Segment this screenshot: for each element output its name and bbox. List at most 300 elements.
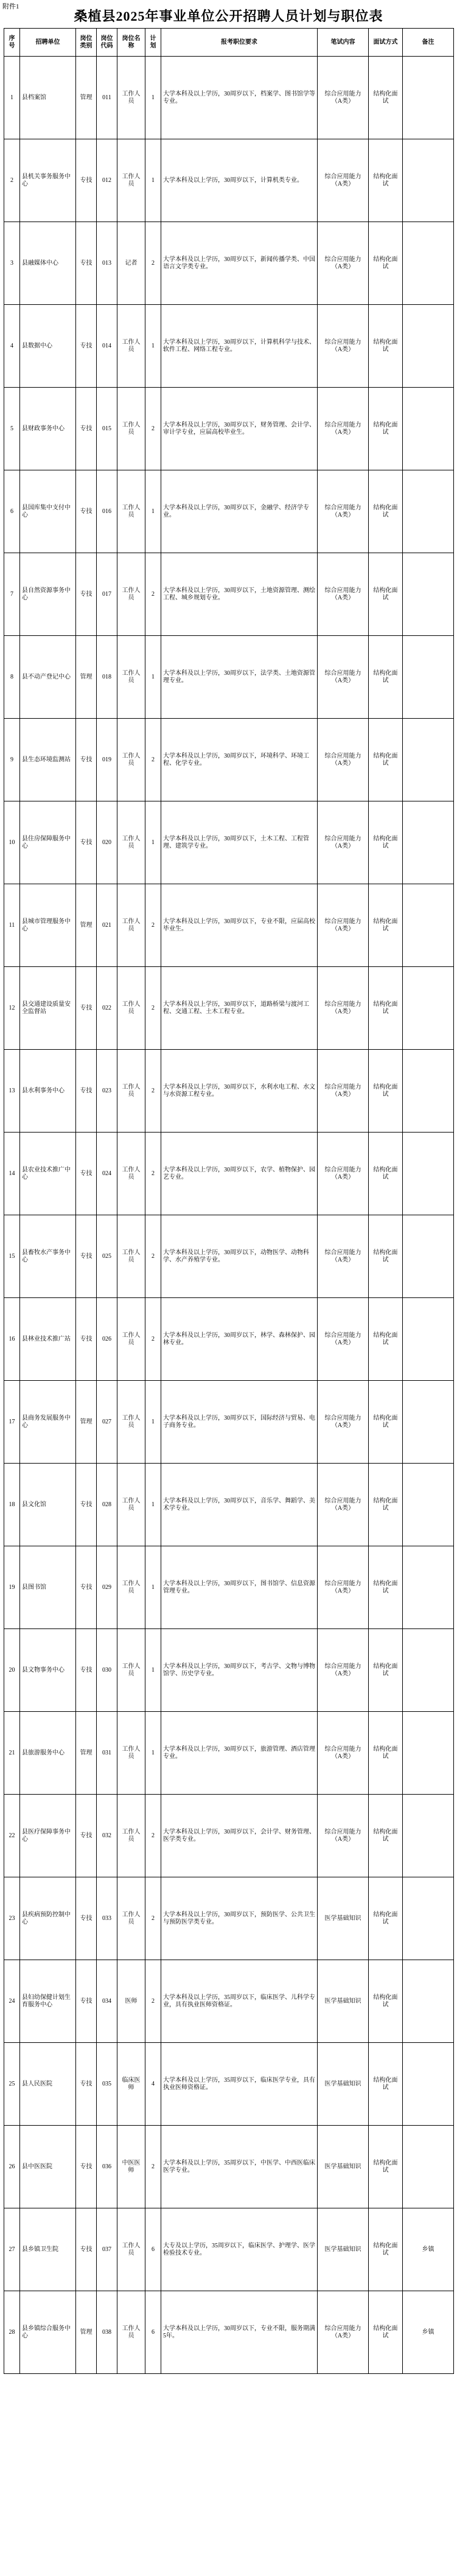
quota: 2 — [145, 719, 161, 801]
requirements: 大学本科及以上学历，35周岁以下，中医学、中西医临床医学专业。 — [161, 2126, 318, 2208]
written-exam: 医学基础知识 — [318, 2043, 369, 2126]
table-row — [4, 1629, 454, 1712]
written-exam: 综合应用能力（A类） — [318, 1133, 369, 1215]
remark — [403, 1133, 454, 1215]
column-header: 岗位类别 — [76, 29, 97, 57]
requirements: 大学本科及以上学历，35周岁以下，临床医学专业，具有执业医师资格证。 — [161, 2043, 318, 2126]
post-category: 专技 — [76, 2043, 97, 2126]
employer-unit: 县旅游服务中心 — [20, 1712, 76, 1795]
table-row — [4, 553, 454, 636]
interview-type: 结构化面试 — [369, 1464, 403, 1546]
written-exam: 综合应用能力（A类） — [318, 222, 369, 305]
table-row — [4, 884, 454, 967]
quota: 1 — [145, 470, 161, 553]
quota: 1 — [145, 1712, 161, 1795]
post-code: 013 — [97, 222, 117, 305]
post-name: 工作人员 — [117, 636, 145, 719]
post-category: 专技 — [76, 305, 97, 388]
post-code: 036 — [97, 2126, 117, 2208]
requirements: 大专及以上学历，35周岁以下，临床医学、护理学、医学检验技术专业。 — [161, 2208, 318, 2291]
requirements: 大学本科及以上学历，30周岁以下，会计学、财务管理、医学类专业。 — [161, 1795, 318, 1877]
requirements: 大学本科及以上学历，30周岁以下，动物医学、动物科学、水产养殖学专业。 — [161, 1215, 318, 1298]
interview-type: 结构化面试 — [369, 57, 403, 139]
written-exam: 医学基础知识 — [318, 1960, 369, 2043]
column-header: 序号 — [4, 29, 20, 57]
post-name: 医师 — [117, 1960, 145, 2043]
row-number: 27 — [4, 2208, 20, 2291]
post-category: 专技 — [76, 388, 97, 470]
post-category: 专技 — [76, 1795, 97, 1877]
interview-type: 结构化面试 — [369, 2291, 403, 2374]
post-code: 032 — [97, 1795, 117, 1877]
row-number: 9 — [4, 719, 20, 801]
remark — [403, 1877, 454, 1960]
post-category: 专技 — [76, 1215, 97, 1298]
column-header: 面试方式 — [369, 29, 403, 57]
interview-type: 结构化面试 — [369, 1546, 403, 1629]
remark — [403, 636, 454, 719]
post-code: 026 — [97, 1298, 117, 1381]
remark — [403, 1712, 454, 1795]
remark — [403, 884, 454, 967]
row-number: 7 — [4, 553, 20, 636]
employer-unit: 县交通建设质量安全监督站 — [20, 967, 76, 1050]
row-number: 1 — [4, 57, 20, 139]
post-category: 管理 — [76, 2291, 97, 2374]
row-number: 17 — [4, 1381, 20, 1464]
requirements: 大学本科及以上学历，35周岁以下，临床医学、儿科学专业，具有执业医师资格证。 — [161, 1960, 318, 2043]
quota: 6 — [145, 2291, 161, 2374]
post-name: 工作人员 — [117, 1464, 145, 1546]
post-code: 033 — [97, 1877, 117, 1960]
interview-type: 结构化面试 — [369, 1381, 403, 1464]
column-header: 招聘单位 — [20, 29, 76, 57]
employer-unit: 县国库集中支付中心 — [20, 470, 76, 553]
quota: 6 — [145, 2208, 161, 2291]
requirements: 大学本科及以上学历，30周岁以下，预防医学、公共卫生与预防医学类专业。 — [161, 1877, 318, 1960]
quota: 2 — [145, 1877, 161, 1960]
row-number: 24 — [4, 1960, 20, 2043]
post-category: 专技 — [76, 967, 97, 1050]
quota: 2 — [145, 2126, 161, 2208]
post-category: 管理 — [76, 884, 97, 967]
quota: 2 — [145, 1960, 161, 2043]
quota: 1 — [145, 139, 161, 222]
interview-type: 结构化面试 — [369, 305, 403, 388]
interview-type: 结构化面试 — [369, 139, 403, 222]
requirements: 大学本科及以上学历，30周岁以下，土地资源管理、测绘工程、城乡规划专业。 — [161, 553, 318, 636]
post-category: 专技 — [76, 139, 97, 222]
post-name: 临床医师 — [117, 2043, 145, 2126]
post-name: 工作人员 — [117, 1381, 145, 1464]
post-code: 022 — [97, 967, 117, 1050]
post-name: 工作人员 — [117, 2291, 145, 2374]
written-exam: 综合应用能力（A类） — [318, 57, 369, 139]
attachment-label: 附件1 — [2, 3, 19, 10]
remark — [403, 1050, 454, 1133]
remark — [403, 57, 454, 139]
table-row — [4, 305, 454, 388]
post-code: 019 — [97, 719, 117, 801]
quota: 2 — [145, 553, 161, 636]
column-header: 计划 — [145, 29, 161, 57]
written-exam: 医学基础知识 — [318, 2126, 369, 2208]
requirements: 大学本科及以上学历，30周岁以下，音乐学、舞蹈学、美术学专业。 — [161, 1464, 318, 1546]
requirements: 大学本科及以上学历，30周岁以下，法学类、土地资源管理专业。 — [161, 636, 318, 719]
employer-unit: 县林业技术推广站 — [20, 1298, 76, 1381]
row-number: 3 — [4, 222, 20, 305]
employer-unit: 县档案馆 — [20, 57, 76, 139]
quota: 1 — [145, 1381, 161, 1464]
remark — [403, 1629, 454, 1712]
post-name: 工作人员 — [117, 1215, 145, 1298]
requirements: 大学本科及以上学历，30周岁以下，计算机类专业。 — [161, 139, 318, 222]
interview-type: 结构化面试 — [369, 801, 403, 884]
post-code: 014 — [97, 305, 117, 388]
written-exam: 综合应用能力（A类） — [318, 1215, 369, 1298]
remark — [403, 2043, 454, 2126]
employer-unit: 县疾病预防控制中心 — [20, 1877, 76, 1960]
post-category: 专技 — [76, 222, 97, 305]
row-number: 12 — [4, 967, 20, 1050]
post-code: 015 — [97, 388, 117, 470]
column-header: 岗位代码 — [97, 29, 117, 57]
row-number: 2 — [4, 139, 20, 222]
row-number: 23 — [4, 1877, 20, 1960]
interview-type: 结构化面试 — [369, 2208, 403, 2291]
row-number: 25 — [4, 2043, 20, 2126]
remark — [403, 1546, 454, 1629]
requirements: 大学本科及以上学历，30周岁以下，环境科学、环境工程、化学专业。 — [161, 719, 318, 801]
remark — [403, 1298, 454, 1381]
table-row — [4, 1712, 454, 1795]
quota: 1 — [145, 305, 161, 388]
remark — [403, 388, 454, 470]
post-category: 专技 — [76, 1629, 97, 1712]
table-row — [4, 388, 454, 470]
table-row — [4, 2291, 454, 2374]
employer-unit: 县水利事务中心 — [20, 1050, 76, 1133]
written-exam: 医学基础知识 — [318, 1877, 369, 1960]
table-row — [4, 1464, 454, 1546]
written-exam: 医学基础知识 — [318, 2208, 369, 2291]
post-name: 工作人员 — [117, 57, 145, 139]
row-number: 10 — [4, 801, 20, 884]
quota: 1 — [145, 1629, 161, 1712]
row-number: 5 — [4, 388, 20, 470]
post-name: 工作人员 — [117, 1629, 145, 1712]
post-name: 工作人员 — [117, 1298, 145, 1381]
requirements: 大学本科及以上学历，30周岁以下，专业不限，服务期满5年。 — [161, 2291, 318, 2374]
quota: 2 — [145, 1133, 161, 1215]
employer-unit: 县商务发展服务中心 — [20, 1381, 76, 1464]
post-category: 专技 — [76, 1298, 97, 1381]
row-number: 8 — [4, 636, 20, 719]
row-number: 15 — [4, 1215, 20, 1298]
post-code: 021 — [97, 884, 117, 967]
requirements: 大学本科及以上学历，30周岁以下，档案学、图书馆学等专业。 — [161, 57, 318, 139]
interview-type: 结构化面试 — [369, 2126, 403, 2208]
remark — [403, 1381, 454, 1464]
written-exam: 综合应用能力（A类） — [318, 1546, 369, 1629]
employer-unit: 县财政事务中心 — [20, 388, 76, 470]
interview-type: 结构化面试 — [369, 1712, 403, 1795]
interview-type: 结构化面试 — [369, 470, 403, 553]
post-code: 011 — [97, 57, 117, 139]
employer-unit: 县医疗保障事务中心 — [20, 1795, 76, 1877]
post-code: 024 — [97, 1133, 117, 1215]
requirements: 大学本科及以上学历，30周岁以下，考古学、文物与博物馆学、历史学专业。 — [161, 1629, 318, 1712]
interview-type: 结构化面试 — [369, 222, 403, 305]
interview-type: 结构化面试 — [369, 1215, 403, 1298]
quota: 1 — [145, 57, 161, 139]
post-category: 专技 — [76, 1050, 97, 1133]
table-row — [4, 1381, 454, 1464]
employer-unit: 县农业技术推广中心 — [20, 1133, 76, 1215]
written-exam: 综合应用能力（A类） — [318, 801, 369, 884]
employer-unit: 县妇幼保健计划生育服务中心 — [20, 1960, 76, 2043]
row-number: 4 — [4, 305, 20, 388]
interview-type: 结构化面试 — [369, 2043, 403, 2126]
written-exam: 综合应用能力（A类） — [318, 553, 369, 636]
requirements: 大学本科及以上学历，30周岁以下，旅游管理、酒店管理专业。 — [161, 1712, 318, 1795]
employer-unit: 县不动产登记中心 — [20, 636, 76, 719]
post-name: 中医医师 — [117, 2126, 145, 2208]
remark — [403, 1464, 454, 1546]
employer-unit: 县城市管理服务中心 — [20, 884, 76, 967]
post-category: 专技 — [76, 719, 97, 801]
table-row — [4, 967, 454, 1050]
written-exam: 综合应用能力（A类） — [318, 1464, 369, 1546]
post-name: 工作人员 — [117, 305, 145, 388]
remark — [403, 222, 454, 305]
quota: 1 — [145, 1464, 161, 1546]
written-exam: 综合应用能力（A类） — [318, 1712, 369, 1795]
position-table — [4, 28, 454, 2374]
written-exam: 综合应用能力（A类） — [318, 1050, 369, 1133]
quota: 2 — [145, 1795, 161, 1877]
quota: 1 — [145, 801, 161, 884]
post-name: 工作人员 — [117, 967, 145, 1050]
requirements: 大学本科及以上学历，30周岁以下，专业不限，应届高校毕业生。 — [161, 884, 318, 967]
column-header: 备注 — [403, 29, 454, 57]
interview-type: 结构化面试 — [369, 553, 403, 636]
row-number: 16 — [4, 1298, 20, 1381]
post-code: 012 — [97, 139, 117, 222]
table-row — [4, 1298, 454, 1381]
requirements: 大学本科及以上学历，30周岁以下，水利水电工程、水文与水资源工程专业。 — [161, 1050, 318, 1133]
row-number: 18 — [4, 1464, 20, 1546]
requirements: 大学本科及以上学历，30周岁以下，土木工程、工程管理、建筑学专业。 — [161, 801, 318, 884]
post-category: 专技 — [76, 2208, 97, 2291]
employer-unit: 县中医医院 — [20, 2126, 76, 2208]
table-row — [4, 2126, 454, 2208]
quota: 1 — [145, 1546, 161, 1629]
quota: 1 — [145, 636, 161, 719]
interview-type: 结构化面试 — [369, 1050, 403, 1133]
written-exam: 综合应用能力（A类） — [318, 1381, 369, 1464]
requirements: 大学本科及以上学历，30周岁以下，道路桥梁与渡河工程、交通工程、土木工程专业。 — [161, 967, 318, 1050]
remark — [403, 470, 454, 553]
post-name: 工作人员 — [117, 1050, 145, 1133]
interview-type: 结构化面试 — [369, 636, 403, 719]
row-number: 20 — [4, 1629, 20, 1712]
interview-type: 结构化面试 — [369, 1960, 403, 2043]
post-category: 专技 — [76, 1546, 97, 1629]
table-row — [4, 222, 454, 305]
post-category: 管理 — [76, 1712, 97, 1795]
table-row — [4, 470, 454, 553]
post-name: 记者 — [117, 222, 145, 305]
employer-unit: 县机关事务服务中心 — [20, 139, 76, 222]
post-category: 管理 — [76, 636, 97, 719]
quota: 2 — [145, 1050, 161, 1133]
requirements: 大学本科及以上学历，30周岁以下，财务管理、会计学、审计学专业，应届高校毕业生。 — [161, 388, 318, 470]
post-category: 专技 — [76, 470, 97, 553]
requirements: 大学本科及以上学历，30周岁以下，金融学、经济学专业。 — [161, 470, 318, 553]
employer-unit: 县文物事务中心 — [20, 1629, 76, 1712]
row-number: 14 — [4, 1133, 20, 1215]
quota: 2 — [145, 884, 161, 967]
written-exam: 综合应用能力（A类） — [318, 1795, 369, 1877]
table-body — [4, 57, 454, 2374]
requirements: 大学本科及以上学历，30周岁以下，计算机科学与技术、软件工程、网络工程专业。 — [161, 305, 318, 388]
post-category: 专技 — [76, 1133, 97, 1215]
table-row — [4, 139, 454, 222]
interview-type: 结构化面试 — [369, 719, 403, 801]
table-row — [4, 1960, 454, 2043]
table-row — [4, 2043, 454, 2126]
post-category: 管理 — [76, 57, 97, 139]
employer-unit: 县自然资源事务中心 — [20, 553, 76, 636]
quota: 2 — [145, 1298, 161, 1381]
remark: 乡镇 — [403, 2291, 454, 2374]
post-code: 030 — [97, 1629, 117, 1712]
employer-unit: 县数据中心 — [20, 305, 76, 388]
post-code: 025 — [97, 1215, 117, 1298]
remark — [403, 719, 454, 801]
post-code: 035 — [97, 2043, 117, 2126]
row-number: 19 — [4, 1546, 20, 1629]
post-code: 028 — [97, 1464, 117, 1546]
employer-unit: 县乡镇综合服务中心 — [20, 2291, 76, 2374]
employer-unit: 县人民医院 — [20, 2043, 76, 2126]
post-name: 工作人员 — [117, 139, 145, 222]
table-row — [4, 2208, 454, 2291]
post-name: 工作人员 — [117, 884, 145, 967]
post-name: 工作人员 — [117, 388, 145, 470]
post-name: 工作人员 — [117, 719, 145, 801]
quota: 4 — [145, 2043, 161, 2126]
employer-unit: 县乡镇卫生院 — [20, 2208, 76, 2291]
requirements: 大学本科及以上学历，30周岁以下，图书馆学、信息资源管理专业。 — [161, 1546, 318, 1629]
employer-unit: 县畜牧水产事务中心 — [20, 1215, 76, 1298]
employer-unit: 县生态环境监测站 — [20, 719, 76, 801]
row-number: 21 — [4, 1712, 20, 1795]
post-name: 工作人员 — [117, 1546, 145, 1629]
interview-type: 结构化面试 — [369, 1795, 403, 1877]
post-code: 037 — [97, 2208, 117, 2291]
post-category: 专技 — [76, 553, 97, 636]
remark — [403, 139, 454, 222]
employer-unit: 县住房保障服务中心 — [20, 801, 76, 884]
interview-type: 结构化面试 — [369, 1877, 403, 1960]
interview-type: 结构化面试 — [369, 388, 403, 470]
quota: 2 — [145, 388, 161, 470]
written-exam: 综合应用能力（A类） — [318, 636, 369, 719]
column-header: 岗位名称 — [117, 29, 145, 57]
post-name: 工作人员 — [117, 801, 145, 884]
post-category: 专技 — [76, 2126, 97, 2208]
written-exam: 综合应用能力（A类） — [318, 884, 369, 967]
post-name: 工作人员 — [117, 1133, 145, 1215]
remark — [403, 553, 454, 636]
column-header: 报考职位要求 — [161, 29, 318, 57]
row-number: 26 — [4, 2126, 20, 2208]
remark — [403, 1960, 454, 2043]
post-name: 工作人员 — [117, 2208, 145, 2291]
post-code: 038 — [97, 2291, 117, 2374]
remark — [403, 305, 454, 388]
row-number: 22 — [4, 1795, 20, 1877]
remark — [403, 1215, 454, 1298]
row-number: 11 — [4, 884, 20, 967]
post-code: 023 — [97, 1050, 117, 1133]
written-exam: 综合应用能力（A类） — [318, 139, 369, 222]
post-code: 029 — [97, 1546, 117, 1629]
written-exam: 综合应用能力（A类） — [318, 305, 369, 388]
post-code: 031 — [97, 1712, 117, 1795]
requirements: 大学本科及以上学历，30周岁以下，林学、森林保护、园林专业。 — [161, 1298, 318, 1381]
table-row — [4, 57, 454, 139]
table-header-row — [4, 29, 454, 57]
written-exam: 综合应用能力（A类） — [318, 388, 369, 470]
interview-type: 结构化面试 — [369, 1298, 403, 1381]
row-number: 13 — [4, 1050, 20, 1133]
post-category: 管理 — [76, 1381, 97, 1464]
post-code: 020 — [97, 801, 117, 884]
post-name: 工作人员 — [117, 1712, 145, 1795]
table-row — [4, 1795, 454, 1877]
remark: 乡镇 — [403, 2208, 454, 2291]
post-code: 034 — [97, 1960, 117, 2043]
table-row — [4, 636, 454, 719]
interview-type: 结构化面试 — [369, 1133, 403, 1215]
table-row — [4, 801, 454, 884]
post-code: 018 — [97, 636, 117, 719]
post-category: 专技 — [76, 1877, 97, 1960]
table-row — [4, 719, 454, 801]
employer-unit: 县图书馆 — [20, 1546, 76, 1629]
requirements: 大学本科及以上学历，30周岁以下，新闻传播学类、中国语言文学类专业。 — [161, 222, 318, 305]
remark — [403, 801, 454, 884]
employer-unit: 县融媒体中心 — [20, 222, 76, 305]
post-category: 专技 — [76, 801, 97, 884]
table-row — [4, 1215, 454, 1298]
employer-unit: 县文化馆 — [20, 1464, 76, 1546]
table-row — [4, 1877, 454, 1960]
post-name: 工作人员 — [117, 553, 145, 636]
remark — [403, 967, 454, 1050]
post-name: 工作人员 — [117, 1877, 145, 1960]
written-exam: 综合应用能力（A类） — [318, 967, 369, 1050]
written-exam: 综合应用能力（A类） — [318, 1298, 369, 1381]
written-exam: 综合应用能力（A类） — [318, 2291, 369, 2374]
interview-type: 结构化面试 — [369, 1629, 403, 1712]
post-name: 工作人员 — [117, 470, 145, 553]
post-category: 专技 — [76, 1960, 97, 2043]
post-code: 017 — [97, 553, 117, 636]
